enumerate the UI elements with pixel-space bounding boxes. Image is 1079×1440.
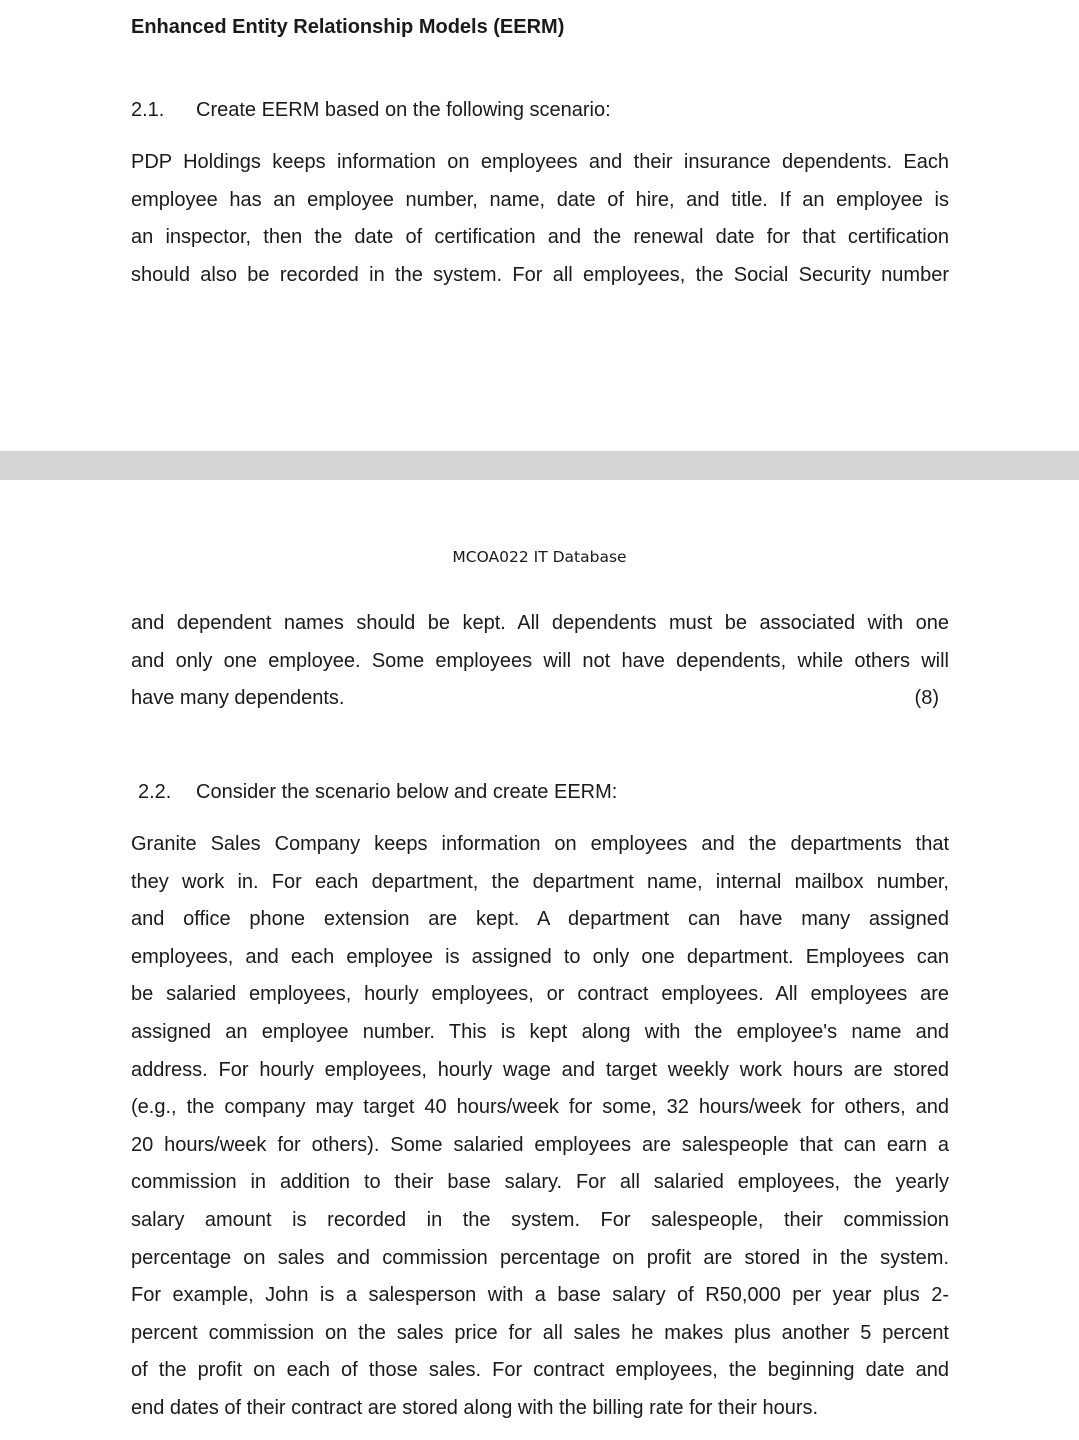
paragraph-line: (e.g., the company may target 40 hours/week for some, 32 hours/week for others, and: [131, 1096, 949, 1119]
paragraph-line-with-marks: [131, 680, 949, 718]
page-separator: [0, 451, 1079, 480]
paragraph-line: percent commission on the sales price for all sales he makes plus another 5 percent: [131, 1321, 949, 1344]
question-2-2-paragraph: [131, 826, 949, 1428]
question-number: 2.2.: [138, 781, 172, 803]
paragraph-line: should also be recorded in the system. For all employees, the Social Security number: [131, 263, 949, 286]
paragraph-line: and only one employee. Some employees will not have dependents, while others will: [131, 649, 949, 672]
paragraph-line: employee has an employee number, name, date of hire, and title. If an employee is: [131, 188, 949, 211]
paragraph-line: they work in. For each department, the department name, internal mailbox number,: [131, 870, 949, 893]
paragraph-line: 20 hours/week for others). Some salaried employees are salespeople that can earn a: [131, 1133, 949, 1156]
question-2-2-header: [138, 781, 617, 804]
paragraph-line: employees, and each employee is assigned to only one department. Employees can: [131, 945, 949, 968]
question-2-1-paragraph: [131, 144, 949, 294]
paragraph-line: an inspector, then the date of certification and the renewal date for that certification: [131, 226, 949, 249]
paragraph-line: and dependent names should be kept. All dependents must be associated with one: [131, 612, 949, 634]
paragraph-line: commission in addition to their base salary. For all salaried employees, the yearly: [131, 1171, 949, 1194]
paragraph-line: assigned an employee number. This is kept along with the employee's name and: [131, 1020, 949, 1043]
paragraph-line: PDP Holdings keeps information on employees and their insurance dependents. Each: [131, 151, 949, 173]
paragraph-line: percentage on sales and commission percentage on profit are stored in the system.: [131, 1246, 949, 1269]
paragraph-line: Granite Sales Company keeps information on employees and the departments that: [131, 833, 949, 855]
document-page-2: [0, 480, 1079, 1440]
question-marks: (8): [914, 687, 939, 710]
course-header: MCOA022 IT Database: [452, 548, 627, 566]
document-page-1: [0, 0, 1079, 451]
section-heading: Enhanced Entity Relationship Models (EERM): [131, 16, 565, 38]
question-2-1-continued-paragraph: [131, 605, 949, 718]
paragraph-line: address. For hourly employees, hourly wage and target weekly work hours are stored: [131, 1058, 949, 1081]
paragraph-line: of the profit on each of those sales. For contract employees, the beginning date and: [131, 1359, 949, 1382]
question-number: 2.1.: [131, 99, 165, 121]
question-title: Consider the scenario below and create EERM:: [196, 781, 618, 803]
question-2-1-header: [131, 99, 611, 122]
paragraph-line: For example, John is a salesperson with a base salary of R50,000 per year plus 2-: [131, 1284, 949, 1307]
paragraph-line: and office phone extension are kept. A department can have many assigned: [131, 908, 949, 931]
question-title: Create EERM based on the following scenario:: [196, 99, 611, 121]
paragraph-line-text: have many dependents.: [131, 687, 345, 710]
paragraph-line: salary amount is recorded in the system. For salespeople, their commission: [131, 1208, 949, 1231]
paragraph-line: be salaried employees, hourly employees, or contract employees. All employees are: [131, 983, 949, 1006]
paragraph-line: end dates of their contract are stored along with the billing rate for their hours.: [131, 1396, 819, 1419]
